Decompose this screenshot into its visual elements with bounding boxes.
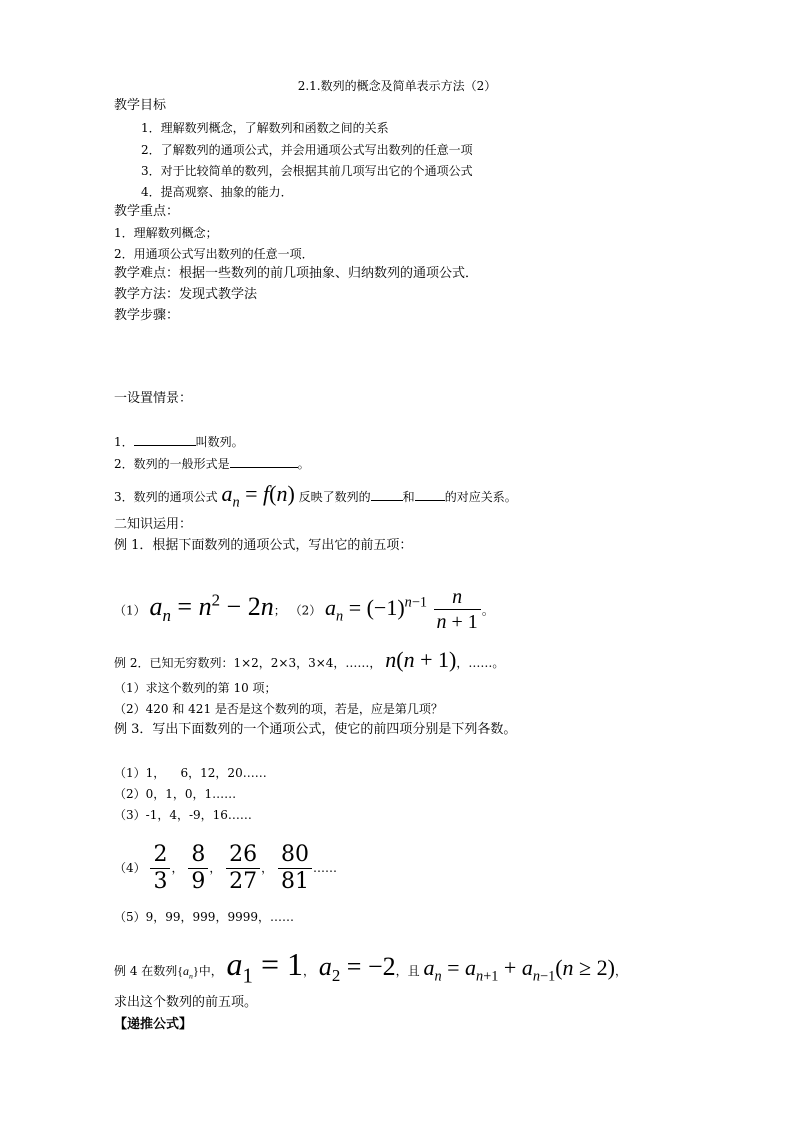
question-1 <box>114 432 244 451</box>
ex3-sequence-3: （3）-1，4，-9，16…… <box>114 808 252 822</box>
q1-prefix: 1． <box>114 435 134 449</box>
ex1-label-2: （2） <box>289 603 322 618</box>
page-title: 2.1.数列的概念及简单表示方法（2） <box>297 79 497 93</box>
q3-mid: 反映了数列的 <box>298 490 371 504</box>
ex1-separator: ； <box>273 603 286 618</box>
ex2-term-formula: n(n + 1) <box>385 647 457 672</box>
ex2-question-2: （2）420 和 421 是否是这个数列的项，若是，应是第几项？ <box>114 702 443 716</box>
example-2-text <box>114 646 504 677</box>
ex3-sequence-4: （4） $\frac{2}{3}$ ， $\frac{8}{9}$ ， $\frac{26}{27}$ ， $\frac{80}{81}$ …… <box>114 842 337 894</box>
q3-prefix: 3．数列的通项公式 <box>114 490 218 504</box>
method-line: 教学方法：发现式教学法 <box>114 287 258 302</box>
condition-a2: $a_2 = -2$ <box>318 952 396 986</box>
fraction: $\frac{2}{3}$ <box>150 842 170 895</box>
ex4-mid: 中， <box>198 964 223 978</box>
q3-suffix: 的对应关系。 <box>444 490 517 504</box>
objectives-heading: 教学目标 <box>114 98 167 113</box>
q2-prefix: 2．数列的一般形式是 <box>114 457 230 471</box>
answer-blank <box>371 487 403 501</box>
section2-heading: 二知识运用： <box>114 517 193 532</box>
q3-and: 和 <box>402 490 415 504</box>
key-point-item: 1．理解数列概念； <box>114 226 218 240</box>
ex3-sequence-5: （5）9，99，999，9999，…… <box>114 910 294 924</box>
section1-heading: 一设置情景： <box>114 391 193 406</box>
ex2-text: 例 2．已知无穷数列：1×2，2×3，3×4，……， <box>114 656 382 670</box>
example-1-formulas <box>114 570 494 634</box>
ex2-question-1: （1）求这个数列的第 10 项； <box>114 681 277 695</box>
objective-item: 1．理解数列概念，了解数列和函数之间的关系 <box>141 121 389 135</box>
example-3-text: 例 3．写出下面数列的一个通项公式，使它的前四项分别是下列各数。 <box>114 722 517 737</box>
ex1-end: 。 <box>481 603 494 618</box>
q2-suffix: 。 <box>297 457 310 471</box>
ex4-line-2: 求出这个数列的前五项。 <box>114 995 258 1010</box>
ex4-c2: ，且 <box>395 964 420 978</box>
ex1-label-1: （1） <box>114 603 146 618</box>
answer-blank <box>415 487 445 501</box>
answer-blank <box>134 432 196 446</box>
objective-item: 3．对于比较简单的数列，会根据其前几项写出它的个通项公式 <box>141 164 473 178</box>
recurrence-formula: $a_n = a_{n+1} + a_{n-1}(n \ge 2)$ <box>423 955 615 985</box>
sequence-set-notation: $\{a_n\}$ <box>177 964 199 981</box>
q1-suffix: 叫数列。 <box>195 435 244 449</box>
steps-line: 教学步骤： <box>114 308 180 323</box>
fraction: $\frac{80}{81}$ <box>278 842 312 895</box>
key-points-heading: 教学重点： <box>114 204 180 219</box>
example-1-text: 例 1．根据下面数列的通项公式，写出它的前五项： <box>114 538 413 553</box>
question-2 <box>114 454 310 473</box>
difficulty-line: 教学难点：根据一些数列的前几项抽象、归纳数列的通项公式． <box>114 266 479 281</box>
ex4-c1: ， <box>303 964 316 978</box>
ex3-s4-label: （4） <box>114 861 146 875</box>
formula-2: $a_n = (-1)^{n-1}$ $\frac{n}{n + 1}$ <box>325 595 482 620</box>
ex2-tail: ，……。 <box>456 656 505 670</box>
ex3-s4-tail: …… <box>313 861 337 875</box>
ex3-sequence-1: （1）1， 6，12，20…… <box>114 766 267 780</box>
fraction: $\frac{8}{9}$ <box>188 842 208 895</box>
recursive-formula-heading: 【递推公式】 <box>114 1017 193 1032</box>
ex4-end: ， <box>614 964 627 978</box>
general-term-formula: $a_n = f(n)$ <box>221 481 295 511</box>
formula-1: $a_n = n^2 - 2n$ <box>149 590 274 625</box>
example-4-text <box>114 944 627 996</box>
question-3 <box>114 479 517 517</box>
ex4-prefix: 例 4 在数列 <box>114 964 178 978</box>
condition-a1: $a_1 = 1$ <box>226 946 303 988</box>
objective-item: 2．了解数列的通项公式，并会用通项公式写出数列的任意一项 <box>141 143 473 157</box>
ex3-sequence-2: （2）0，1，0，1…… <box>114 787 237 801</box>
fraction: $\frac{26}{27}$ <box>226 842 260 895</box>
answer-blank <box>230 454 298 468</box>
objective-item: 4．提高观察、抽象的能力． <box>141 185 293 199</box>
key-point-item: 2．用通项公式写出数列的任意一项． <box>114 247 314 261</box>
